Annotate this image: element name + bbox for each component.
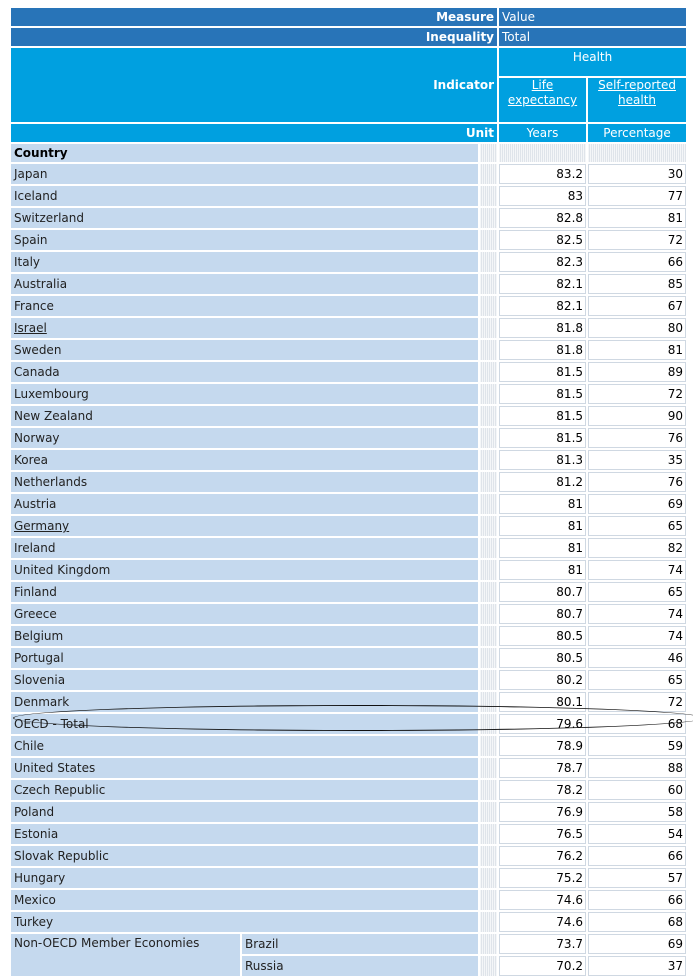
row-spacer	[480, 208, 497, 228]
self-reported-health-value: 85	[588, 274, 686, 294]
country-name: Czech Republic	[14, 783, 106, 797]
country-column-label: Country	[11, 144, 478, 162]
country-cell[interactable]	[11, 406, 478, 426]
country-cell[interactable]	[11, 692, 478, 712]
table-row	[11, 296, 686, 316]
country-cell[interactable]: Brazil	[242, 934, 478, 954]
life-expectancy-value: 76.9	[499, 802, 586, 822]
table-row	[11, 648, 686, 668]
self-reported-health-value: 74	[588, 604, 686, 624]
country-cell[interactable]: Russia	[242, 956, 478, 976]
life-expectancy-value: 80.7	[499, 582, 586, 602]
country-cell[interactable]	[11, 604, 478, 624]
self-reported-health-value: 76	[588, 472, 686, 492]
country-cell[interactable]	[11, 208, 478, 228]
measure-value[interactable]: Value	[499, 8, 686, 26]
life-expectancy-value: 81.5	[499, 406, 586, 426]
table-row	[11, 626, 686, 646]
self-reported-health-value: 65	[588, 516, 686, 536]
country-cell[interactable]	[11, 670, 478, 690]
country-cell[interactable]	[11, 802, 478, 822]
table-row	[11, 736, 686, 756]
country-name: Sweden	[14, 343, 62, 357]
unit-percentage: Percentage	[588, 124, 686, 142]
self-reported-health-value: 88	[588, 758, 686, 778]
row-spacer	[480, 846, 497, 866]
table-row	[11, 252, 686, 272]
country-name: Portugal	[14, 651, 64, 665]
self-reported-health-value: 89	[588, 362, 686, 382]
indicator-label: Indicator	[11, 48, 497, 122]
country-cell[interactable]	[11, 890, 478, 910]
self-reported-health-link[interactable]: Self-reported health	[598, 78, 676, 107]
life-expectancy-value: 83.2	[499, 164, 586, 184]
country-name: Ireland	[14, 541, 56, 555]
self-reported-health-value: 72	[588, 692, 686, 712]
country-name: Iceland	[14, 189, 58, 203]
row-spacer	[480, 164, 497, 184]
row-spacer	[480, 274, 497, 294]
life-expectancy-value: 78.7	[499, 758, 586, 778]
unit-label: Unit	[11, 124, 497, 142]
country-cell[interactable]	[11, 868, 478, 888]
country-cell[interactable]	[11, 428, 478, 448]
unit-row	[11, 124, 686, 142]
row-spacer	[480, 692, 497, 712]
country-name: OECD - Total	[14, 717, 89, 731]
life-expectancy-value: 81.8	[499, 340, 586, 360]
table-row	[11, 516, 686, 536]
life-expectancy-value: 81.5	[499, 428, 586, 448]
country-name: Australia	[14, 277, 68, 291]
life-expectancy-value: 82.5	[499, 230, 586, 250]
country-cell[interactable]	[11, 318, 478, 338]
row-spacer	[480, 230, 497, 250]
country-cell[interactable]	[11, 472, 478, 492]
country-cell[interactable]	[11, 340, 478, 360]
self-reported-health-value: 69	[588, 494, 686, 514]
row-spacer	[480, 912, 497, 932]
row-spacer	[480, 494, 497, 514]
life-expectancy-value: 81	[499, 538, 586, 558]
table-row	[11, 186, 686, 206]
table-row	[11, 824, 686, 844]
row-spacer	[480, 560, 497, 580]
data-table-container	[11, 8, 682, 976]
inequality-label: Inequality	[11, 28, 497, 46]
table-row	[11, 604, 686, 624]
table-row	[11, 494, 686, 514]
life-expectancy-value: 82.1	[499, 274, 586, 294]
country-name: Hungary	[14, 871, 66, 885]
country-name: Slovak Republic	[14, 849, 109, 863]
self-reported-health-value: 76	[588, 428, 686, 448]
self-reported-health-value: 80	[588, 318, 686, 338]
country-cell[interactable]	[11, 912, 478, 932]
life-expectancy-value: 74.6	[499, 890, 586, 910]
row-spacer	[480, 516, 497, 536]
self-reported-health-value: 30	[588, 164, 686, 184]
country-cell[interactable]	[11, 164, 478, 184]
country-cell[interactable]	[11, 252, 478, 272]
country-cell[interactable]	[11, 648, 478, 668]
life-expectancy-value: 80.2	[499, 670, 586, 690]
row-spacer	[480, 758, 497, 778]
self-reported-health-value: 72	[588, 230, 686, 250]
row-spacer	[480, 780, 497, 800]
table-row	[11, 384, 686, 404]
country-name: France	[14, 299, 54, 313]
self-reported-health-value: 69	[588, 934, 686, 954]
country-name: Denmark	[14, 695, 70, 709]
table-row	[11, 208, 686, 228]
life-expectancy-value: 78.9	[499, 736, 586, 756]
table-row	[11, 780, 686, 800]
self-reported-health-value: 81	[588, 208, 686, 228]
life-expectancy-value: 80.7	[499, 604, 586, 624]
self-reported-health-value: 67	[588, 296, 686, 316]
country-cell[interactable]	[11, 758, 478, 778]
row-spacer	[480, 538, 497, 558]
row-spacer	[480, 648, 497, 668]
country-name: Spain	[14, 233, 48, 247]
life-expectancy-value: 82.1	[499, 296, 586, 316]
table-row	[11, 538, 686, 558]
country-name: Japan	[14, 167, 48, 181]
table-row	[11, 758, 686, 778]
life-expectancy-value: 78.2	[499, 780, 586, 800]
self-reported-health-value: 82	[588, 538, 686, 558]
life-expectancy-value: 80.5	[499, 626, 586, 646]
row-spacer	[480, 824, 497, 844]
country-cell[interactable]	[11, 494, 478, 514]
country-name: Norway	[14, 431, 60, 445]
self-reported-health-value: 66	[588, 890, 686, 910]
self-reported-health-value: 58	[588, 802, 686, 822]
row-spacer	[480, 714, 497, 734]
country-spacer	[480, 144, 497, 162]
country-cell[interactable]	[11, 296, 478, 316]
country-cell[interactable]	[11, 560, 478, 580]
self-reported-health-value: 60	[588, 780, 686, 800]
measure-label: Measure	[11, 8, 497, 26]
table-row	[11, 274, 686, 294]
self-reported-health-value: 74	[588, 626, 686, 646]
row-spacer	[480, 340, 497, 360]
row-spacer	[480, 252, 497, 272]
country-cell[interactable]	[11, 824, 478, 844]
table-row	[11, 318, 686, 338]
row-spacer	[480, 736, 497, 756]
self-reported-health-value: 66	[588, 846, 686, 866]
row-spacer	[480, 868, 497, 888]
country-cell[interactable]	[11, 362, 478, 382]
country-header-row	[11, 144, 686, 162]
table-row	[11, 802, 686, 822]
table-row	[11, 164, 686, 184]
life-expectancy-value: 74.6	[499, 912, 586, 932]
life-expectancy-value: 81	[499, 560, 586, 580]
country-name: Turkey	[14, 915, 54, 929]
self-reported-health-value: 54	[588, 824, 686, 844]
self-reported-health-value: 65	[588, 582, 686, 602]
self-reported-health-value: 66	[588, 252, 686, 272]
table-row	[11, 362, 686, 382]
row-spacer	[480, 450, 497, 470]
country-cell[interactable]	[11, 714, 478, 734]
unit-years: Years	[499, 124, 586, 142]
indicator-life-expectancy[interactable]	[499, 78, 586, 122]
life-expectancy-value: 80.5	[499, 648, 586, 668]
country-name: Belgium	[14, 629, 64, 643]
row-spacer	[480, 890, 497, 910]
life-expectancy-value: 81.5	[499, 362, 586, 382]
percentage-spacer	[588, 144, 686, 162]
row-spacer	[480, 934, 497, 954]
country-name: Netherlands	[14, 475, 88, 489]
country-name: Poland	[14, 805, 55, 819]
row-spacer	[480, 428, 497, 448]
table-row	[11, 714, 686, 734]
table-row	[11, 890, 686, 910]
self-reported-health-value: 59	[588, 736, 686, 756]
life-expectancy-value: 79.6	[499, 714, 586, 734]
row-spacer	[480, 186, 497, 206]
life-expectancy-value: 81.8	[499, 318, 586, 338]
country-name[interactable]: Germany	[14, 519, 70, 533]
inequality-value[interactable]: Total	[499, 28, 686, 46]
country-cell[interactable]	[11, 780, 478, 800]
table-row	[11, 670, 686, 690]
self-reported-health-value: 57	[588, 868, 686, 888]
life-expectancy-value: 81	[499, 516, 586, 536]
country-name: Mexico	[14, 893, 56, 907]
country-name: Italy	[14, 255, 41, 269]
row-spacer	[480, 670, 497, 690]
table-row	[11, 934, 686, 954]
country-name: Switzerland	[14, 211, 84, 225]
life-expectancy-value: 75.2	[499, 868, 586, 888]
country-name: United Kingdom	[14, 563, 111, 577]
table-row	[11, 582, 686, 602]
row-spacer	[480, 318, 497, 338]
row-spacer	[480, 604, 497, 624]
self-reported-health-value: 74	[588, 560, 686, 580]
self-reported-health-value: 81	[588, 340, 686, 360]
country-name: Austria	[14, 497, 57, 511]
country-cell[interactable]	[11, 274, 478, 294]
country-cell[interactable]	[11, 626, 478, 646]
row-spacer	[480, 384, 497, 404]
measure-row	[11, 8, 686, 26]
life-expectancy-value: 70.2	[499, 956, 586, 976]
country-cell[interactable]	[11, 736, 478, 756]
life-expectancy-link[interactable]: Life expectancy	[507, 78, 578, 107]
row-spacer	[480, 626, 497, 646]
country-cell[interactable]	[11, 846, 478, 866]
country-cell[interactable]	[11, 384, 478, 404]
health-group-row	[11, 48, 686, 76]
non-oecd-group-label: Non-OECD Member Economies	[11, 934, 240, 976]
life-expectancy-value: 83	[499, 186, 586, 206]
self-reported-health-value: 68	[588, 714, 686, 734]
life-expectancy-value: 81.5	[499, 384, 586, 404]
self-reported-health-value: 37	[588, 956, 686, 976]
life-expectancy-value: 76.2	[499, 846, 586, 866]
years-spacer	[499, 144, 586, 162]
country-name: Luxembourg	[14, 387, 89, 401]
health-group-title: Health	[499, 48, 686, 76]
self-reported-health-value: 46	[588, 648, 686, 668]
country-cell[interactable]	[11, 516, 478, 536]
life-expectancy-value: 82.3	[499, 252, 586, 272]
self-reported-health-value: 90	[588, 406, 686, 426]
life-expectancy-value: 81.3	[499, 450, 586, 470]
life-expectancy-value: 82.8	[499, 208, 586, 228]
row-spacer	[480, 362, 497, 382]
self-reported-health-value: 77	[588, 186, 686, 206]
country-name: Finland	[14, 585, 57, 599]
life-expectancy-value: 81.2	[499, 472, 586, 492]
table-row	[11, 912, 686, 932]
table-row	[11, 406, 686, 426]
country-name: Slovenia	[14, 673, 66, 687]
table-row	[11, 560, 686, 580]
life-expectancy-value: 73.7	[499, 934, 586, 954]
country-name: Canada	[14, 365, 60, 379]
row-spacer	[480, 582, 497, 602]
self-reported-health-value: 65	[588, 670, 686, 690]
life-expectancy-value: 80.1	[499, 692, 586, 712]
country-cell[interactable]	[11, 450, 478, 470]
country-cell[interactable]	[11, 230, 478, 250]
country-cell[interactable]	[11, 186, 478, 206]
country-name: Chile	[14, 739, 45, 753]
self-reported-health-value: 35	[588, 450, 686, 470]
oecd-health-table	[9, 6, 688, 978]
row-spacer	[480, 956, 497, 976]
country-cell[interactable]	[11, 538, 478, 558]
row-spacer	[480, 406, 497, 426]
life-expectancy-value: 81	[499, 494, 586, 514]
country-name: Estonia	[14, 827, 59, 841]
life-expectancy-value: 76.5	[499, 824, 586, 844]
country-name: Greece	[14, 607, 57, 621]
country-cell[interactable]	[11, 582, 478, 602]
table-row	[11, 340, 686, 360]
row-spacer	[480, 296, 497, 316]
self-reported-health-value: 68	[588, 912, 686, 932]
row-spacer	[480, 802, 497, 822]
country-name: New Zealand	[14, 409, 93, 423]
table-row	[11, 692, 686, 712]
country-name: United States	[14, 761, 96, 775]
indicator-self-reported-health[interactable]	[588, 78, 686, 122]
row-spacer	[480, 472, 497, 492]
table-row	[11, 230, 686, 250]
self-reported-health-value: 72	[588, 384, 686, 404]
table-row	[11, 450, 686, 470]
country-name: Korea	[14, 453, 49, 467]
table-row	[11, 846, 686, 866]
table-row	[11, 472, 686, 492]
country-name[interactable]: Israel	[14, 321, 47, 335]
inequality-row	[11, 28, 686, 46]
table-row	[11, 868, 686, 888]
table-row	[11, 428, 686, 448]
